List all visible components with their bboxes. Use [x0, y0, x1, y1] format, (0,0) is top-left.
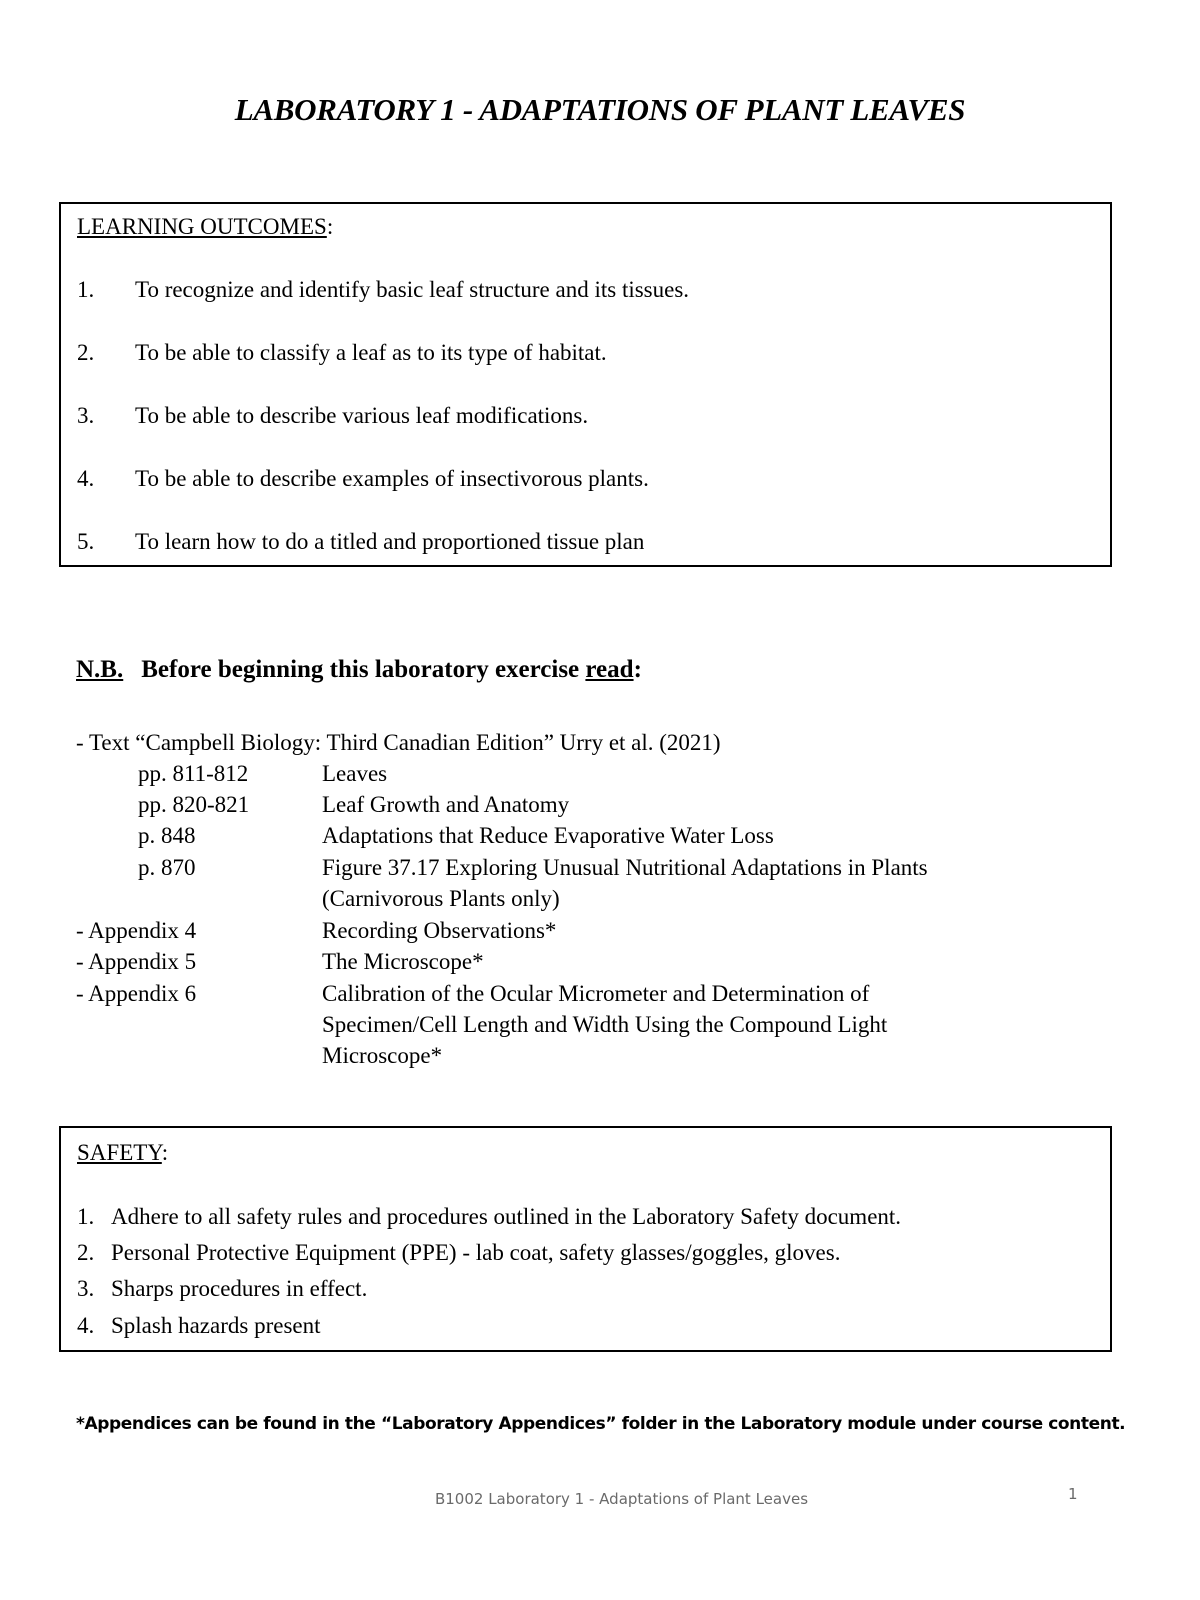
heading-colon: :	[161, 1140, 169, 1165]
page-ref: p. 848	[138, 823, 196, 848]
item-text: Adhere to all safety rules and procedures outlined in the Laboratory Safety document.	[111, 1204, 902, 1229]
item-text: To be able to describe examples of insectivorous plants.	[135, 466, 649, 491]
learning-outcomes-heading-text: LEARNING OUTCOMES	[77, 214, 327, 239]
page-number: 1	[1068, 1485, 1078, 1503]
item-text: To learn how to do a titled and proportioned tissue plan	[135, 529, 645, 554]
appendix-ref: - Appendix 6	[76, 981, 197, 1006]
item-number: 2.	[77, 1240, 95, 1265]
page-ref: p. 870	[138, 855, 196, 880]
text-reference: - Text “Campbell Biology: Third Canadian Edition” Urry et al. (2021)	[76, 730, 721, 755]
item-text: Sharps procedures in effect.	[111, 1276, 368, 1301]
appendices-footnote: *Appendices can be found in the “Laboratory Appendices” folder in the Laboratory module under course content.	[76, 1414, 1126, 1434]
safety-heading-text: SAFETY	[77, 1140, 162, 1165]
appendix-desc: The Microscope*	[322, 949, 484, 974]
nb-label: N.B.	[76, 656, 124, 683]
learning-outcome-item	[77, 277, 689, 303]
item-number: 4.	[77, 1313, 95, 1338]
item-text: To be able to describe various leaf modifications.	[135, 403, 589, 428]
safety-box	[59, 1126, 1112, 1352]
item-number: 3.	[77, 403, 95, 428]
item-text: To be able to classify a leaf as to its type of habitat.	[135, 340, 607, 365]
learning-outcome-item	[77, 340, 607, 366]
item-text: Splash hazards present	[111, 1313, 321, 1338]
item-text: To recognize and identify basic leaf structure and its tissues.	[135, 277, 690, 302]
appendix-ref: - Appendix 4	[76, 918, 197, 943]
item-number: 5.	[77, 529, 95, 554]
item-number: 1.	[77, 277, 95, 302]
page-desc: Adaptations that Reduce Evaporative Water Loss	[322, 823, 774, 848]
item-number: 2.	[77, 340, 95, 365]
safety-item	[77, 1313, 321, 1339]
learning-outcome-item	[77, 466, 649, 492]
learning-outcomes-heading	[77, 214, 333, 240]
appendix-ref: - Appendix 5	[76, 949, 197, 974]
nb-text: Before beginning this laboratory exercise	[141, 656, 586, 683]
appendix-desc: Calibration of the Ocular Micrometer and Determination of	[322, 981, 870, 1006]
page-title: LABORATORY 1 - ADAPTATIONS OF PLANT LEAVES	[234, 92, 966, 127]
heading-colon: :	[326, 214, 334, 239]
appendix-desc-continued: Specimen/Cell Length and Width Using the Compound Light	[322, 1012, 888, 1037]
page-desc: Leaf Growth and Anatomy	[322, 792, 570, 817]
safety-item	[77, 1240, 840, 1266]
item-number: 1.	[77, 1204, 95, 1229]
nb-read: read	[585, 656, 634, 683]
nb-colon: :	[633, 656, 642, 683]
page-ref: pp. 820-821	[138, 792, 250, 817]
appendix-desc: Recording Observations*	[322, 918, 557, 943]
item-number: 4.	[77, 466, 95, 491]
item-number: 3.	[77, 1276, 95, 1301]
safety-item	[77, 1276, 367, 1302]
safety-heading	[77, 1140, 168, 1166]
item-text: Personal Protective Equipment (PPE) - lab coat, safety glasses/goggles, gloves.	[111, 1240, 841, 1265]
nb-heading	[76, 656, 642, 684]
learning-outcomes-box	[59, 202, 1112, 567]
page-footer: B1002 Laboratory 1 - Adaptations of Plant Leaves	[434, 1490, 809, 1508]
appendix-desc-continued: Microscope*	[322, 1043, 443, 1068]
page-ref: pp. 811-812	[138, 761, 249, 786]
safety-item	[77, 1204, 901, 1230]
page-desc: Leaves	[322, 761, 388, 786]
learning-outcome-item	[77, 403, 588, 429]
page-desc: Figure 37.17 Exploring Unusual Nutritional Adaptations in Plants	[322, 855, 928, 880]
page-desc-continued: (Carnivorous Plants only)	[322, 886, 560, 911]
learning-outcome-item	[77, 529, 644, 555]
